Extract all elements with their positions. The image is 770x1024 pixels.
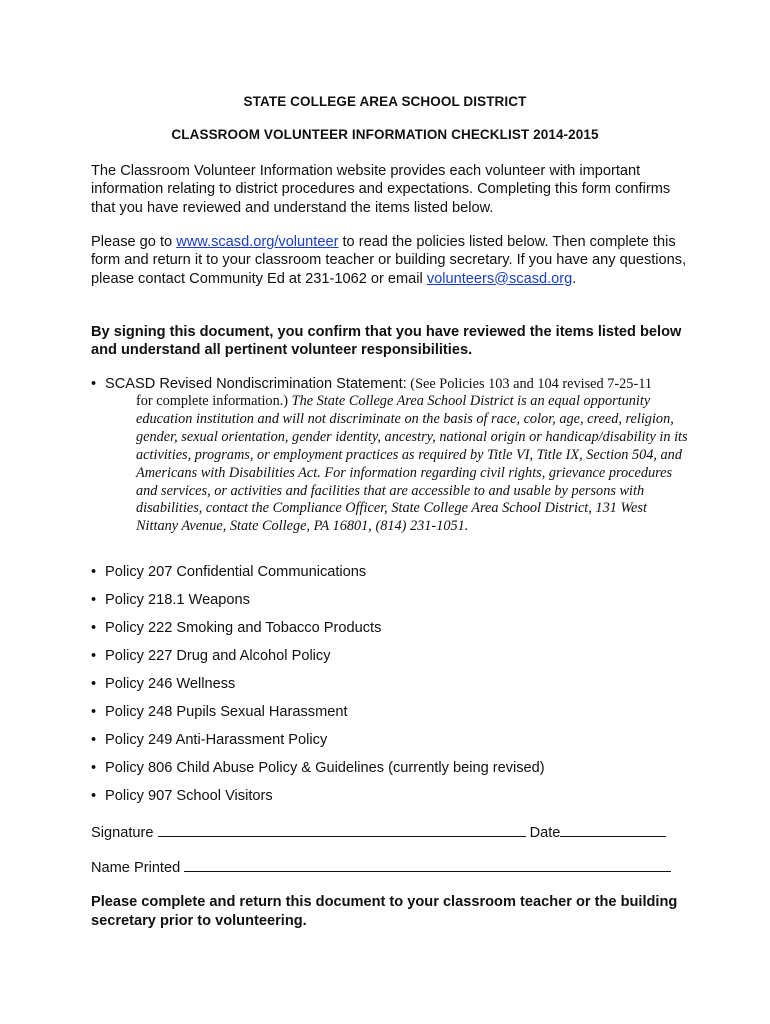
nondiscrimination-statement: The State College Area School District is an equal opportunity education institution and will not discriminate on the basis of race, color, age, creed, religion, gender, sexual orientation, gender identity, ancestry, national origin or handicap/disability in its activities, programs, or employment practices as required by Title VI, Title IX, Section 504, and Americans with Disabilities Act. For information regarding civil rights, grievance procedures and services, or activities and facilities that are accessible to and usable by persons with disabilities, contact the Compliance Officer, State College Area School District, 131 West Nittany Avenue, State College, PA 16801, (814) 231-1051. — [136, 393, 688, 535]
policy-item — [91, 759, 691, 787]
name-printed-row — [91, 857, 681, 877]
instructions-paragraph — [91, 233, 691, 288]
policy-label: Policy 227 Drug and Alcohol Policy — [105, 648, 331, 664]
signature-row — [91, 822, 681, 842]
bullet: • — [91, 564, 97, 580]
date-label: Date — [525, 825, 561, 841]
policy-item — [91, 703, 691, 731]
date-line[interactable] — [560, 822, 666, 837]
policy-item — [91, 563, 691, 591]
bullet: • — [91, 732, 97, 748]
nondiscrimination-first-line — [91, 375, 691, 393]
bullet: • — [91, 620, 97, 636]
bullet: • — [91, 676, 97, 692]
bullet: • — [91, 592, 97, 608]
policy-label: Policy 907 School Visitors — [105, 788, 273, 804]
signature-label: Signature — [91, 825, 158, 841]
policy-label: Policy 249 Anti-Harassment Policy — [105, 732, 328, 748]
policy-label: Policy 248 Pupils Sexual Harassment — [105, 704, 348, 720]
policy-item — [91, 675, 691, 703]
policy-item — [91, 591, 691, 619]
policy-list — [91, 563, 691, 815]
nondiscrimination-label: SCASD Revised Nondiscrimination Statement: — [105, 376, 407, 392]
nondiscrimination-ref: (See Policies 103 and 104 revised 7-25-11 — [406, 376, 652, 392]
policy-item — [91, 647, 691, 675]
policy-label: Policy 806 Child Abuse Policy & Guidelines (currently being revised) — [105, 760, 545, 776]
instructions-text: Please go to — [91, 234, 177, 250]
policy-label: Policy 222 Smoking and Tobacco Products — [105, 620, 382, 636]
policy-label: Policy 207 Confidential Communications — [105, 564, 367, 580]
bullet: • — [91, 788, 97, 804]
instructions-end: . — [572, 270, 577, 287]
nondiscrimination-body — [91, 393, 691, 536]
policy-item — [91, 787, 691, 815]
nondiscrimination-ref-cont: for complete information.) — [136, 393, 289, 409]
confirmation-statement: By signing this document, you confirm that you have reviewed the items listed below and understand all pertinent volunteer responsibilities. — [91, 324, 682, 359]
intro-paragraph: The Classroom Volunteer Information website provides each volunteer with important information relating to district procedures and expectations. Completing this form confirms that you have reviewed and understand the items listed below. — [91, 163, 671, 216]
signature-line[interactable] — [158, 822, 526, 837]
name-printed-line[interactable] — [184, 857, 671, 872]
policy-label: Policy 246 Wellness — [105, 676, 236, 692]
bullet: • — [91, 376, 97, 392]
return-instructions: Please complete and return this document to your classroom teacher or the building secretary prior to volunteering. — [91, 894, 678, 929]
district-heading: STATE COLLEGE AREA SCHOOL DISTRICT — [243, 94, 527, 109]
policy-item — [91, 619, 691, 647]
policy-item — [91, 731, 691, 759]
bullet: • — [91, 760, 97, 776]
nondiscrimination-item — [91, 375, 691, 536]
policy-label: Policy 218.1 Weapons — [105, 592, 250, 608]
instructions-text-continued: to read the policies listed below. Then complete this form and return it to your classroom teacher or building secretary. If you have any questions, please contact Community Ed at 231-1062 or email — [91, 234, 687, 287]
volunteer-email-link[interactable]: volunteers@scasd.org — [426, 270, 573, 287]
bullet: • — [91, 648, 97, 664]
volunteer-website-link[interactable]: www.scasd.org/volunteer — [176, 234, 339, 250]
checklist-title: CLASSROOM VOLUNTEER INFORMATION CHECKLIST 2014-2015 — [171, 127, 599, 142]
name-printed-label: Name Printed — [91, 860, 185, 876]
bullet: • — [91, 704, 97, 720]
